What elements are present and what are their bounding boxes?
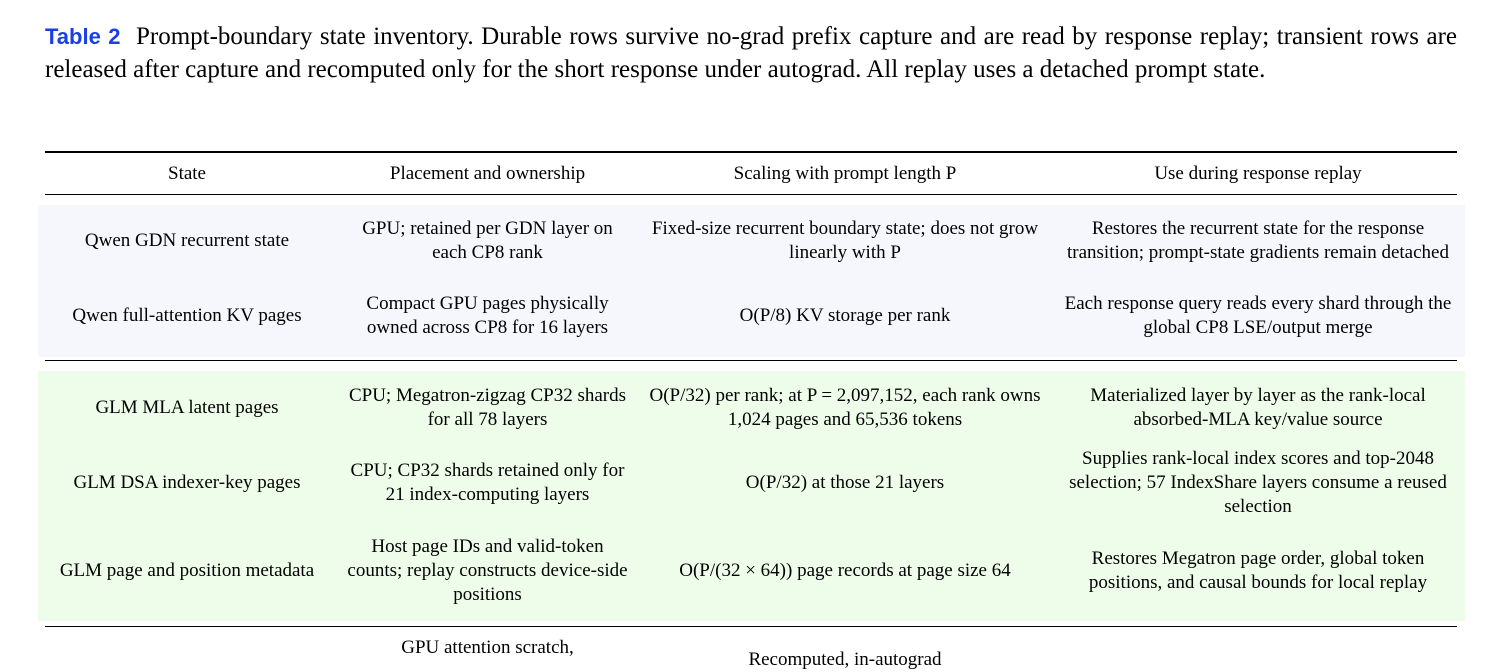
table-cell: O(P/8) KV storage per rank — [739, 305, 951, 326]
table-caption — [45, 20, 1457, 86]
table-cell: Compact GPU pages physically owned across CP8 for 16 layers — [366, 293, 609, 338]
table-cell: Supplies rank-local index scores and top-2048 selection; 57 IndexShare layers consume a reused selection — [1069, 448, 1447, 517]
table-cell: GLM DSA indexer-key pages — [73, 472, 301, 493]
table-cell: Qwen full-attention KV pages — [72, 305, 302, 326]
header-placement: Placement and ownership — [389, 163, 586, 184]
header-scaling: Scaling with prompt length P — [733, 163, 957, 184]
table-cell: Restores Megatron page order, global token positions, and causal bounds for local replay — [1088, 548, 1428, 593]
table-cell: Fixed-size recurrent boundary state; does not grow linearly with P — [651, 218, 1039, 263]
table-cell: GPU attention scratch, — [401, 637, 574, 658]
header-use: Use during response replay — [1154, 163, 1362, 184]
table-cell: Materialized layer by layer as the rank-local absorbed-MLA key/value source — [1090, 385, 1426, 430]
header-state: State — [168, 163, 206, 184]
table-cell: GPU; retained per GDN layer on each CP8 rank — [362, 218, 613, 263]
table-cell: Qwen GDN recurrent state — [84, 230, 290, 251]
table-cell: Host page IDs and valid-token counts; replay constructs device-side positions — [347, 536, 628, 605]
table-caption-label: Table 2 — [45, 24, 121, 49]
table-cell: GLM MLA latent pages — [95, 397, 279, 418]
header-rule — [45, 194, 1457, 195]
table-cell: CPU; CP32 shards retained only for 21 index-computing layers — [350, 460, 625, 505]
table-cell: GLM page and position metadata — [59, 560, 315, 581]
table-cell: CPU; Megatron-zigzag CP32 shards for all 78 layers — [348, 385, 627, 430]
group-rule-1 — [45, 360, 1457, 361]
table-caption-text: Prompt-boundary state inventory. Durable rows survive no-grad prefix capture and are read by response replay; transient rows are released after capture and recomputed only for the short response under autograd. All replay uses a detached prompt state. — [45, 23, 1457, 83]
top-rule — [45, 151, 1457, 153]
table-cell: O(P/(32 × 64)) page records at page size 64 — [679, 560, 1011, 581]
table-cell: Recomputed, in-autograd — [748, 649, 942, 670]
table-cell: Restores the recurrent state for the response transition; prompt-state gradients remain detached — [1067, 218, 1449, 263]
table-cell: O(P/32) per rank; at P = 2,097,152, each rank owns 1,024 pages and 65,536 tokens — [649, 385, 1041, 430]
group-rule-2 — [45, 626, 1457, 627]
table-cell: O(P/32) at those 21 layers — [745, 472, 945, 493]
table-cell: Each response query reads every shard through the global CP8 LSE/output merge — [1064, 293, 1452, 338]
